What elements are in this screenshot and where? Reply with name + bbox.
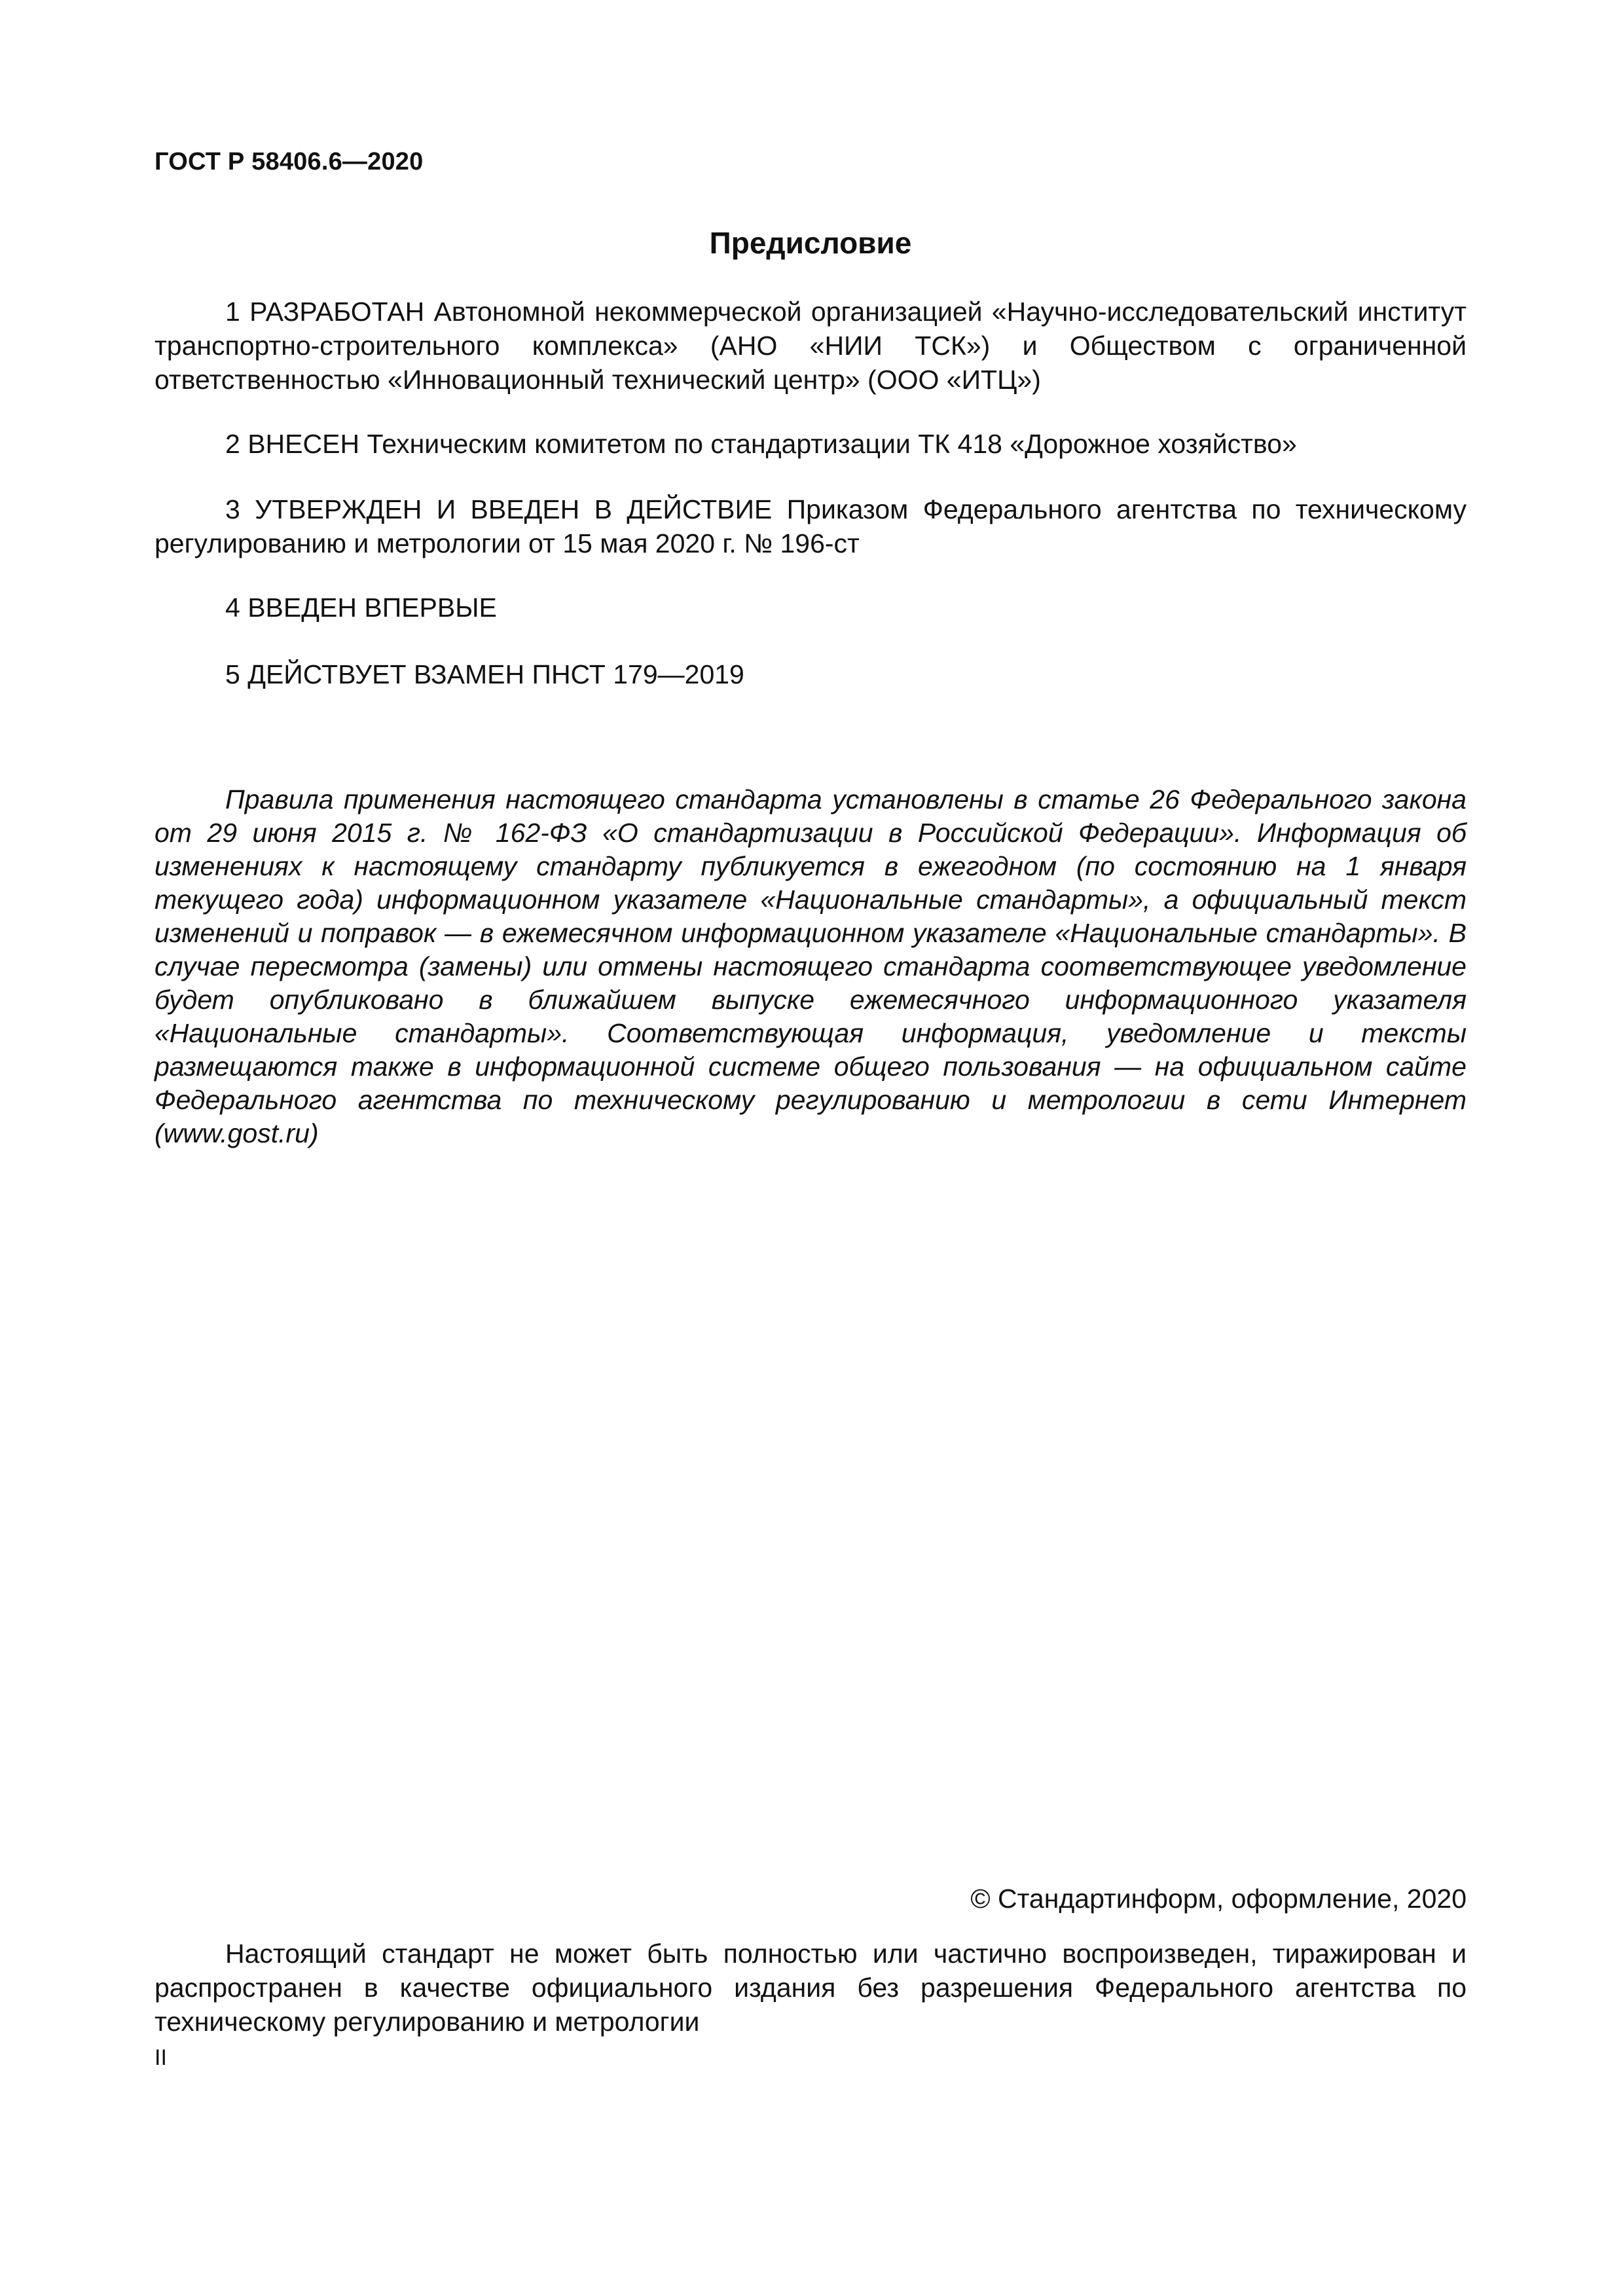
- document-designation: ГОСТ Р 58406.6—2020: [155, 148, 424, 175]
- copyright-line: © Стандартинформ, оформление, 2020: [970, 1884, 1467, 1914]
- application-rules-notice: Правила применения настоящего стандарта установлены в статье 26 Федерального закона от 29 июня 2015 г. № 162-ФЗ «О стандартизации в Российской Федерации». Информация об изменениях к настоящему стандарту публикуется в ежегодном (по состоянию на 1 января текущего года) информационном указателе «Национальные стандарты», а официальный текст изменений и поправок — в ежемесячном информационном указателе «Национальные стандарты». В случае пересмотра (замены) или отмены настоящего стандарта соответствующее уведомление будет опубликовано в ближайшем выпуске ежемесячного информационного указателя «Национальные стандарты». Соответствующая информация, уведомление и тексты размещаются также в информационной системе общего пользования — на официальном сайте Федерального агентства по техническому регулированию и метрологии в сети Интернет (www.gost.ru): [155, 784, 1467, 1148]
- page-number: II: [155, 2045, 167, 2070]
- preface-item-submitted: 2 ВНЕСЕН Техническим комитетом по стандартизации ТК 418 «Дорожное хозяйство»: [225, 429, 1297, 459]
- preface-item-replaces: 5 ДЕЙСТВУЕТ ВЗАМЕН ПНСТ 179—2019: [225, 659, 744, 689]
- preface-item-approved: 3 УТВЕРЖДЕН И ВВЕДЕН В ДЕЙСТВИЕ Приказом Федерального агентства по техническому регулированию и метрологии от 15 мая 2020 г. № 196-ст: [155, 494, 1467, 558]
- reproduction-notice: Настоящий стандарт не может быть полностью или частично воспроизведен, тиражирован и распространен в качестве официального издания без разрешения Федерального агентства по техническому регулированию и метрологии: [155, 1939, 1467, 2037]
- preface-title: Предисловие: [709, 226, 912, 260]
- preface-item-developed: 1 РАЗРАБОТАН Автономной некоммерческой организацией «Научно-исследовательский институт транспортно-строительного комплекса» (АНО «НИИ ТСК») и Обществом с ограниченной ответственностью «Инновационный технический центр» (ООО «ИТЦ»): [155, 297, 1467, 395]
- preface-item-introduced: 4 ВВЕДЕН ВПЕРВЫЕ: [225, 592, 497, 623]
